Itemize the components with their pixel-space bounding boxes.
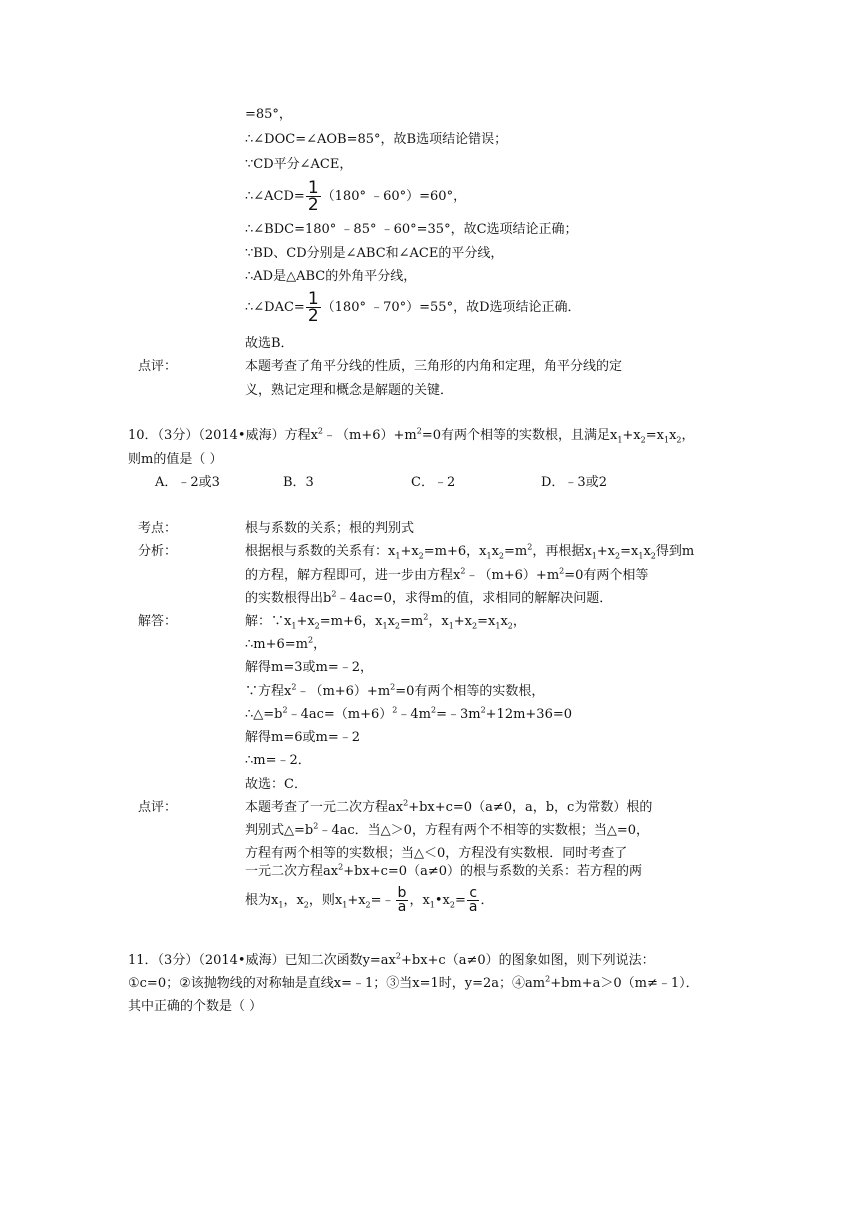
subscript: 1	[342, 900, 348, 910]
text-segment: ，x	[428, 614, 449, 629]
subscript: 2	[650, 551, 656, 561]
superscript: 2	[390, 682, 396, 692]
text-segment: 根据根与系数的关系有：x	[245, 544, 396, 559]
subscript: 1	[382, 621, 388, 631]
fraction-c-over-a	[467, 887, 480, 914]
q10-dianping-2	[245, 822, 649, 840]
subscript: 2	[394, 621, 401, 631]
text-segment: =﹣3m	[436, 707, 481, 722]
text-segment: +bx+c=0（a≠0，a，b，c为常数）根的	[408, 800, 653, 815]
text-segment: c	[469, 885, 478, 901]
q9-line-4-pre: ∴∠ACD=	[245, 189, 305, 204]
fraction-numerator: 1	[307, 289, 319, 309]
q10-option-b: B．3	[283, 475, 314, 490]
text-segment: +x	[296, 614, 315, 629]
q10-jieda-label: 解答：	[138, 614, 178, 629]
subscript: 1	[617, 435, 623, 445]
text-segment: =m	[504, 544, 528, 559]
subscript: 1	[429, 900, 435, 910]
text-segment: ﹣（m+6）+m	[296, 684, 391, 699]
text-segment: +bx+c=0（a≠0）的根与系数的关系：若方程的两	[343, 864, 642, 879]
superscript: 2	[416, 426, 422, 436]
text-segment: b	[397, 885, 407, 901]
text-segment: 的方程，解方程即可，进一步由方程x	[245, 568, 461, 583]
text-segment: 一元二次方程ax	[245, 864, 339, 879]
text-segment: x	[643, 544, 651, 559]
q10-jieda-3: 解得m=3或m=﹣2，	[245, 660, 373, 675]
q10-fenxi-3	[245, 590, 612, 608]
text-segment: a	[396, 900, 409, 914]
superscript: 2	[282, 705, 288, 715]
q10-option-c: C．﹣2	[411, 475, 456, 490]
q11-stem-2	[128, 975, 699, 993]
text-segment: ∴△=b	[245, 707, 283, 722]
text-segment: ﹣4ac．当△＞0，方程有两个不相等的实数根；当△=0，	[318, 823, 650, 838]
q10-jieda-6: 解得m=6或m=﹣2	[245, 730, 360, 745]
subscript: 1	[291, 621, 297, 631]
text-segment: ﹣（m+6）+m	[465, 568, 560, 583]
q9-line-3: ∵CD平分∠ACE，	[245, 157, 353, 172]
text-segment: =m	[400, 614, 424, 629]
fraction-b-over-a	[396, 887, 409, 914]
q10-stem-2: 则m的值是（ ）	[128, 452, 223, 467]
text-segment: +x	[596, 544, 616, 559]
subscript: 1	[278, 900, 284, 910]
text-segment: =x	[645, 428, 664, 443]
text-segment: =	[454, 893, 466, 908]
fraction-denominator: 2	[307, 195, 319, 215]
text-segment: +12m+36=0	[485, 707, 573, 722]
q10-option-a: A．﹣2或3	[155, 475, 220, 490]
q10-dianping-label: 点评：	[138, 800, 178, 815]
q9-line-5: ∴∠BDC=180° ﹣85° ﹣60°=35°，故C选项结论正确；	[245, 222, 578, 237]
superscript: 2	[423, 612, 429, 622]
superscript: 2	[392, 705, 398, 715]
q10-dianping-4	[245, 863, 642, 881]
subscript: 1	[638, 551, 644, 561]
q10-dianping-1	[245, 799, 652, 817]
text-segment: 10．（3分）（2014•威海）方程x	[128, 428, 318, 443]
q10-dianping-5	[245, 884, 493, 918]
fraction-half	[306, 180, 321, 213]
text-segment: ﹣（m+6）+m	[323, 428, 417, 443]
superscript: 2	[403, 798, 409, 808]
text-segment: ﹣4m	[397, 707, 431, 722]
superscript: 2	[291, 682, 297, 692]
subscript: 1	[395, 551, 401, 561]
superscript: 2	[313, 821, 319, 831]
text-segment: 11．（3分）（2014•威海）已知二次函数y=ax	[128, 953, 396, 968]
subscript: 2	[472, 621, 478, 631]
q10-jieda-5	[245, 706, 572, 724]
text-segment: ，则x	[308, 893, 343, 908]
superscript: 2	[480, 705, 486, 715]
subscript: 2	[449, 900, 455, 910]
q11-stem-3: 其中正确的个数是（ ）	[128, 999, 263, 1014]
text-segment: •x	[434, 893, 450, 908]
text-segment: +bx+c（a≠0）的图象如图，则下列说法：	[400, 953, 655, 968]
text-segment: x	[500, 614, 508, 629]
q10-jieda-7: ∴m=﹣2．	[245, 753, 311, 768]
text-segment: ，x	[283, 893, 304, 908]
text-segment: +x	[453, 614, 473, 629]
fraction-denominator: 2	[307, 306, 319, 326]
subscript: 2	[676, 435, 682, 445]
subscript: 1	[663, 435, 670, 445]
text-segment: 得到m	[655, 544, 695, 559]
text-segment: +bm+a＞0（m≠﹣1）．	[550, 976, 699, 991]
text-segment: =m+6，x	[319, 614, 383, 629]
superscript: 2	[527, 542, 533, 552]
text-segment: =﹣	[370, 893, 395, 908]
text-segment: ，	[512, 614, 526, 629]
q10-jieda-4	[245, 683, 544, 701]
q10-fenxi-2	[245, 567, 648, 585]
text-segment: x	[387, 614, 395, 629]
q9-review-1: 本题考查了角平分线的性质，三角形的内角和定理，角平分线的定	[245, 359, 623, 374]
q9-review-label: 点评：	[138, 359, 178, 374]
q9-line-4	[245, 180, 466, 214]
text-segment: ﹣4ac=0，求得m的值，求相同的解解决问题．	[336, 591, 613, 606]
text-segment: 本题考查了一元二次方程ax	[245, 800, 404, 815]
text-segment: x	[669, 428, 677, 443]
q10-jieda-1	[245, 613, 526, 631]
q11-stem-1	[128, 952, 655, 970]
superscript: 2	[317, 426, 323, 436]
text-segment: ①c=0；②该抛物线的对称轴是直线x=﹣1；③当x=1时，y=2a；④am	[128, 976, 546, 991]
q9-line-8-post: （180° ﹣70°）=55°，故D选项结论正确．	[321, 300, 581, 315]
q10-fenxi-label: 分析：	[138, 544, 178, 559]
text-segment: 根为x	[245, 893, 279, 908]
subscript: 2	[615, 551, 621, 561]
q9-line-2: ∴∠DOC=∠AOB=85°，故B选项结论错误；	[245, 132, 508, 147]
text-segment: ．	[480, 893, 494, 908]
text-segment: =x	[620, 544, 639, 559]
text-segment: 的实数根得出b	[245, 591, 332, 606]
superscript: 2	[395, 951, 401, 961]
q10-jieda-8: 故选：C．	[245, 777, 307, 792]
q10-jieda-2	[245, 636, 326, 654]
subscript: 1	[495, 621, 501, 631]
q10-stem-1	[128, 427, 695, 445]
fraction-numerator: 1	[307, 178, 319, 198]
q9-line-8-pre: ∴∠DAC=	[245, 300, 305, 315]
text-segment: =m+6，x	[423, 544, 487, 559]
subscript: 2	[303, 900, 309, 910]
q10-dianping-3: 方程有两个相等的实数根；当△＜0，方程没有实数根．同时考查了	[245, 846, 628, 861]
q10-kaodian-label: 考点：	[138, 521, 178, 536]
text-segment: a	[468, 899, 478, 915]
text-segment: ∵方程x	[245, 684, 292, 699]
q10-fenxi-1	[245, 543, 694, 561]
q9-line-9: 故选B．	[245, 336, 294, 351]
subscript: 2	[498, 551, 505, 561]
text-segment: x	[491, 544, 499, 559]
text-segment: =0有两个相等的实数根，且满足x	[421, 428, 618, 443]
superscript: 2	[331, 589, 337, 599]
text-segment: ﹣4ac=（m+6）	[287, 707, 393, 722]
superscript: 2	[460, 566, 466, 576]
q9-line-4-post: （180° ﹣60°）=60°，	[321, 189, 467, 204]
text-segment: =0有两个相等的实数根，	[395, 684, 545, 699]
q9-line-1: =85°，	[245, 107, 292, 122]
superscript: 2	[545, 974, 551, 984]
subscript: 1	[448, 621, 454, 631]
fraction-half	[306, 291, 321, 324]
text-segment: ，再根据x	[532, 544, 592, 559]
text-segment: ，	[681, 428, 695, 443]
text-segment: 判别式△=b	[245, 823, 314, 838]
text-segment: +x	[347, 893, 366, 908]
text-segment: +x	[400, 544, 419, 559]
text-segment: ，x	[409, 893, 430, 908]
superscript: 2	[430, 705, 437, 715]
subscript: 2	[640, 435, 646, 445]
superscript: 2	[338, 862, 344, 872]
q9-review-2: 义，熟记定理和概念是解题的关键．	[245, 383, 454, 398]
superscript: 2	[307, 635, 314, 645]
text-segment: =0有两个相等	[564, 568, 649, 583]
text-segment: 解：∵x	[245, 614, 292, 629]
q9-line-6: ∵BD、CD分别是∠ABC和∠ACE的平分线，	[245, 246, 504, 261]
subscript: 1	[486, 551, 492, 561]
q9-line-8	[245, 291, 581, 325]
q10-kaodian: 根与系数的关系；根的判别式	[245, 521, 415, 536]
subscript: 2	[507, 621, 513, 631]
text-segment: =x	[477, 614, 496, 629]
subscript: 1	[591, 551, 597, 561]
subscript: 2	[314, 621, 320, 631]
subscript: 2	[418, 551, 424, 561]
superscript: 2	[559, 566, 565, 576]
text-segment: ∴m+6=m	[245, 637, 308, 652]
q9-line-7: ∴AD是△ABC的外角平分线，	[245, 269, 417, 284]
q10-option-d: D．﹣3或2	[541, 475, 607, 490]
text-segment: +x	[622, 428, 641, 443]
text-segment: ，	[313, 637, 327, 652]
subscript: 2	[365, 900, 371, 910]
